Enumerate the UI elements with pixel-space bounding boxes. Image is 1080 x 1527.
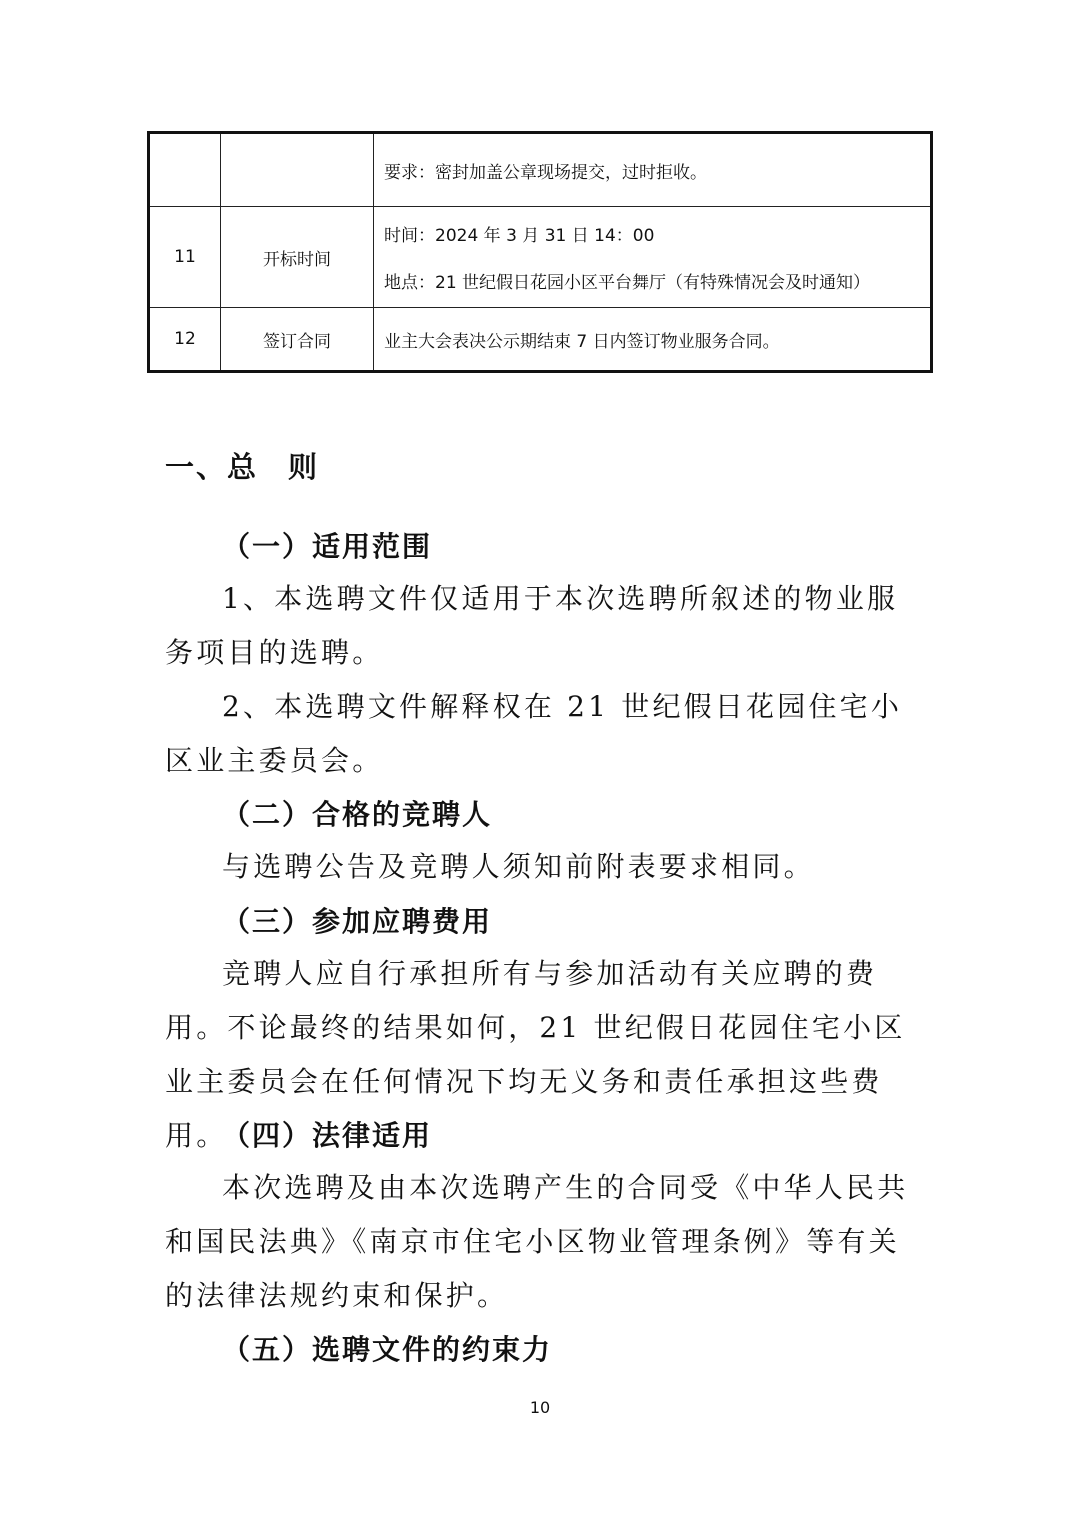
- content-line: 时间：2024 年 3 月 31 日 14：00: [384, 226, 655, 246]
- chapter-heading-part1: 一、总: [165, 450, 259, 484]
- table-row: [149, 133, 932, 207]
- info-table: [147, 131, 933, 373]
- section-heading: （二）合格的竞聘人: [222, 798, 493, 831]
- section-heading: （一）适用范围: [222, 530, 433, 563]
- row-item: 开标时间: [221, 207, 374, 308]
- page-number: 10: [529, 1398, 551, 1417]
- paragraph: 2、本选聘文件解释权在 21 世纪假日花园住宅小区业主委员会。: [165, 690, 903, 777]
- paragraph: 1、本选聘文件仅适用于本次选聘所叙述的物业服务项目的选聘。: [165, 582, 899, 669]
- content-line: 业主大会表决公示期结束 7 日内签订物业服务合同。: [384, 331, 780, 352]
- content-line: 要求：密封加盖公章现场提交，过时拒收。: [384, 162, 707, 183]
- paragraph: 竞聘人应自行承担所有与参加活动有关应聘的费用。不论最终的结果如何，21 世纪假日花园住宅小区业主委员会在任何情况下均无义务和责任承担这些费用。: [165, 957, 906, 1152]
- row-item: [221, 133, 374, 207]
- row-number: [149, 133, 221, 207]
- row-content: [374, 207, 932, 308]
- section-heading: （三）参加应聘费用: [222, 905, 493, 938]
- chapter-heading: [165, 445, 319, 486]
- table-row: [149, 308, 932, 372]
- row-content: [374, 133, 932, 207]
- row-content: [374, 308, 932, 372]
- section-heading: （五）选聘文件的约束力: [222, 1333, 553, 1366]
- row-item: 签订合同: [221, 308, 374, 372]
- row-number: 12: [149, 308, 221, 372]
- section-heading: （四）法律适用: [222, 1119, 433, 1152]
- content-line: 地点：21 世纪假日花园小区平台舞厅（有特殊情况会及时通知）: [384, 273, 871, 293]
- paragraph: 本次选聘及由本次选聘产生的合同受《中华人民共和国民法典》《南京市住宅小区物业管理条例》等有关的法律法规约束和保护。: [165, 1171, 909, 1312]
- row-number: 11: [149, 207, 221, 308]
- chapter-heading-part2: 则: [288, 450, 320, 484]
- table-row: [149, 207, 932, 308]
- paragraph: 与选聘公告及竞聘人须知前附表要求相同。: [222, 850, 815, 883]
